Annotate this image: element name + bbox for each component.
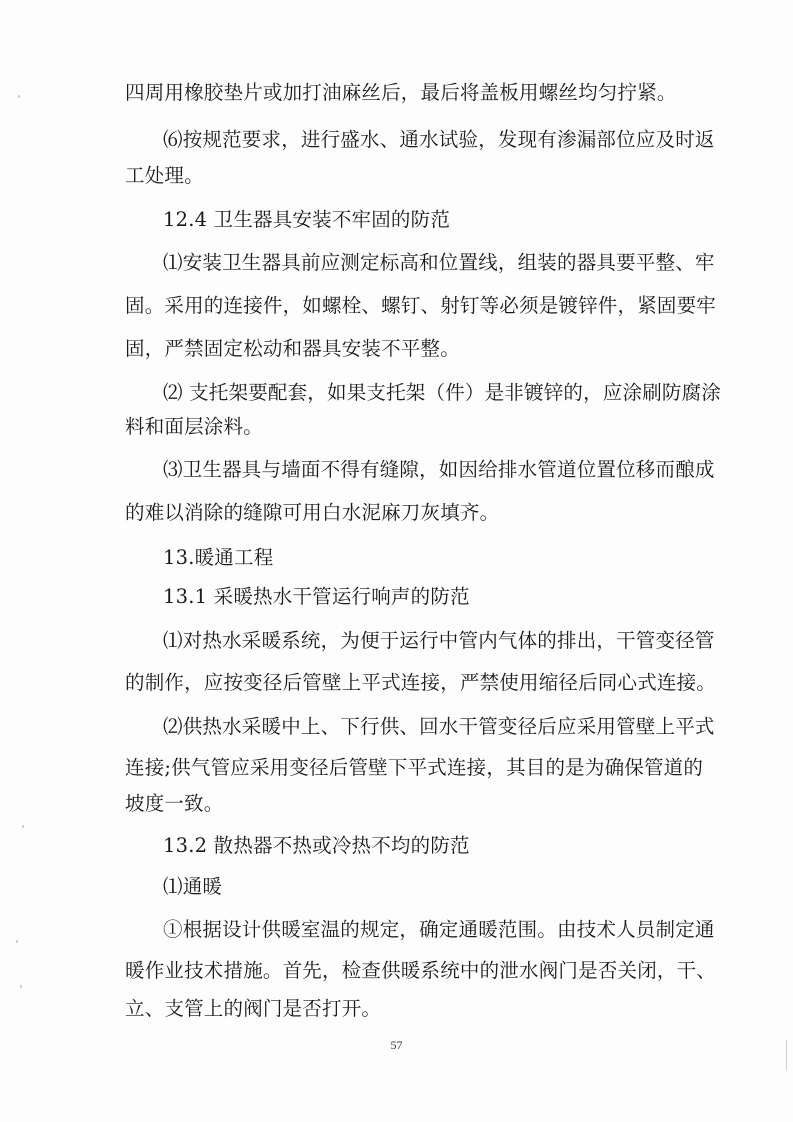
scan-speck	[20, 985, 22, 988]
text-line-15: 的制作，应按变径后管壁上平式连接，严禁使用缩径后同心式连接。	[125, 671, 717, 694]
scan-speck	[16, 940, 18, 943]
scan-speck	[22, 825, 24, 828]
section-heading-13-1: 13.1 采暖热水干管运行响声的防范	[163, 585, 470, 608]
text-line-20: ⑴通暖	[163, 875, 223, 898]
section-heading-12-4: 12.4 卫生器具安装不牢固的防范	[163, 208, 451, 231]
section-heading-13: 13.暖通工程	[163, 546, 274, 569]
text-line-9: 料和面层涂料。	[125, 415, 263, 438]
text-line-16: ⑵供热水采暖中上、下行供、回水干管变径后应采用管壁上平式	[163, 715, 715, 738]
text-line-10: ⑶卫生器具与墙面不得有缝隙，如因给排水管道位置位移而酿成	[163, 458, 715, 481]
text-line-5: ⑴安装卫生器具前应测定标高和位置线，组装的器具要平整、牢	[163, 251, 715, 274]
text-line-8: ⑵ 支托架要配套，如果支托架（件）是非镀锌的，应涂刷防腐涂	[163, 381, 721, 404]
text-line-17: 连接;供气管应采用变径后管壁下平式连接，其目的是为确保管道的	[125, 756, 704, 779]
text-line-6: 固。采用的连接件，如螺栓、螺钉、射钉等必须是镀锌件，紧固要牢	[125, 294, 717, 317]
scan-edge-mark	[786, 1040, 787, 1070]
text-line-23: 立、支管上的阀门是否打开。	[125, 997, 382, 1020]
text-line-11: 的难以消除的缝隙可用白水泥麻刀灰填齐。	[125, 501, 500, 524]
text-line-3: 工处理。	[125, 164, 204, 187]
section-heading-13-2: 13.2 散热器不热或冷热不均的防范	[163, 834, 470, 857]
text-line-18: 坡度一致。	[125, 792, 224, 815]
text-line-22: 暖作业技术措施。首先，检查供暖系统中的泄水阀门是否关闭，干、	[125, 959, 717, 982]
scan-speck	[18, 95, 20, 98]
page-number: 57	[390, 1038, 403, 1052]
text-line-7: 固，严禁固定松动和器具安装不平整。	[125, 337, 460, 360]
text-line-21: ①根据设计供暖室温的规定，确定通暖范围。由技术人员制定通	[163, 918, 715, 941]
text-line-2: ⑹按规范要求，进行盛水、通水试验，发现有渗漏部位应及时返	[163, 128, 715, 151]
text-line-1: 四周用橡胶垫片或加打油麻丝后，最后将盖板用螺丝均匀拧紧。	[125, 81, 677, 104]
text-line-14: ⑴对热水采暖系统，为便于运行中管内气体的排出，干管变径管	[163, 629, 715, 652]
